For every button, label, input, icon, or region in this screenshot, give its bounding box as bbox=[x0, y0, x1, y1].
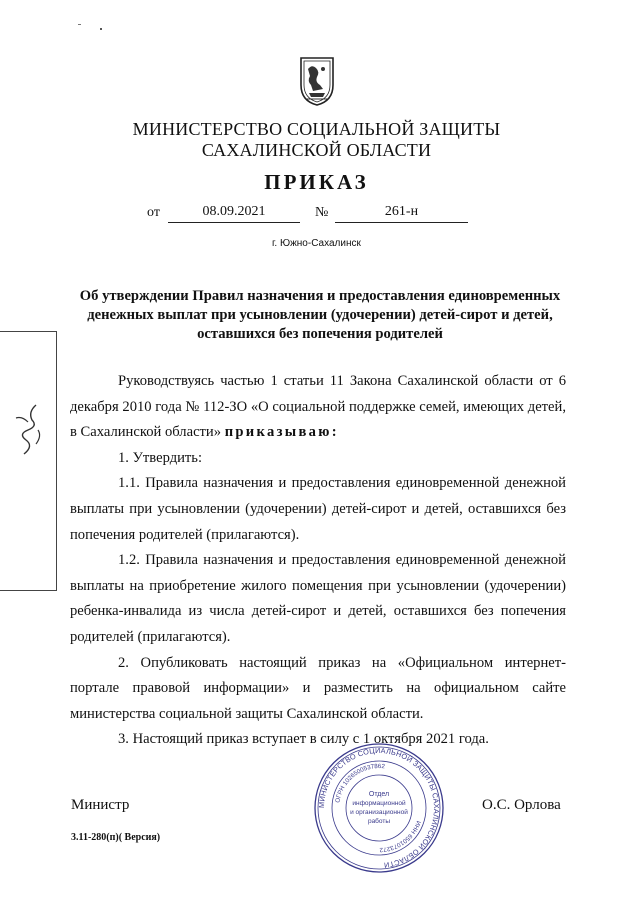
preamble-text: Руководствуясь частью 1 статьи 11 Закона Сахалинской области от 6 декабря 2010 года № 112-ЗО «О социальной поддержке семей, имеющих детей, в Сахалинской области» bbox=[70, 373, 566, 441]
date-prefix: от bbox=[147, 205, 160, 220]
paragraph-item-1-1: 1.1. Правила назначения и предоставления единовременной денежной выплаты при усыновлении (удочерении) детей-сирот и детей, оставшихся без попечения родителей (прилагаются). bbox=[70, 475, 566, 543]
document-type-title: ПРИКАЗ bbox=[264, 170, 369, 194]
margin-rule-bottom bbox=[0, 590, 57, 591]
subject-line3: оставшихся без попечения родителей bbox=[197, 326, 443, 342]
stamp-center-line4: работы bbox=[367, 818, 391, 825]
paragraph-item-1: 1. Утвердить: bbox=[118, 449, 203, 466]
coat-of-arms-emblem bbox=[299, 55, 335, 107]
official-stamp bbox=[313, 742, 445, 874]
paragraph-item-3: 3. Настоящий приказ вступает в силу с 1 октября 2021 года. bbox=[118, 731, 489, 748]
footer-code: 3.11-280(п)( Версия) bbox=[71, 832, 161, 843]
stamp-center-line1: Отдел bbox=[368, 791, 390, 798]
stamp-ogrn: ОГРН 1026500537862 bbox=[334, 762, 386, 804]
scan-speck bbox=[78, 24, 81, 25]
stamp-inn: ИНН 6501073272 bbox=[379, 819, 422, 854]
ministry-name-line1: МИНИСТЕРСТВО СОЦИАЛЬНОЙ ЗАЩИТЫ bbox=[132, 119, 501, 139]
order-subject bbox=[70, 287, 570, 344]
subject-line1: Об утверждении Правил назначения и предоставления единовременных bbox=[79, 288, 561, 304]
command-word: приказываю: bbox=[224, 424, 339, 441]
margin-rule-vertical bbox=[56, 331, 57, 591]
signatory-position: Министр bbox=[71, 797, 130, 813]
margin-rule-top bbox=[0, 331, 57, 332]
order-date: 08.09.2021 bbox=[168, 204, 300, 223]
stamp-center-line2: информационной bbox=[352, 800, 406, 807]
city-name: г. Южно-Сахалинск bbox=[272, 238, 361, 249]
order-body bbox=[70, 369, 566, 753]
paragraph-preamble bbox=[70, 369, 566, 446]
subject-line2: денежных выплат при усыновлении (удочерении) детей-сирот и детей, bbox=[87, 307, 553, 323]
order-number: 261-н bbox=[335, 204, 468, 223]
paragraph-item-1-2: 1.2. Правила назначения и предоставления единовременной денежной выплаты на приобретение жилого помещения при усыновлении (удочерении) ребенка-инвалида из числа детей-сирот и детей, оставшихся без попечения родителей (прилагаются). bbox=[70, 552, 566, 645]
paragraph-item-2: 2. Опубликовать настоящий приказ на «Официальном интернет-портале правовой информации» и разместить на официальном сайте министерства социальной защиты Сахалинской области. bbox=[70, 654, 566, 722]
scan-speck bbox=[100, 28, 102, 30]
ministry-name-line2: САХАЛИНСКОЙ ОБЛАСТИ bbox=[201, 140, 432, 160]
number-prefix: № bbox=[315, 205, 329, 220]
handwritten-mark bbox=[8, 400, 48, 460]
stamp-ring-text: МИНИСТЕРСТВО СОЦИАЛЬНОЙ ЗАЩИТЫ САХАЛИНСКОЙ ОБЛАСТИ bbox=[316, 745, 442, 870]
signatory-name: О.С. Орлова bbox=[482, 797, 561, 813]
stamp-center-line3: и организационной bbox=[350, 809, 408, 816]
